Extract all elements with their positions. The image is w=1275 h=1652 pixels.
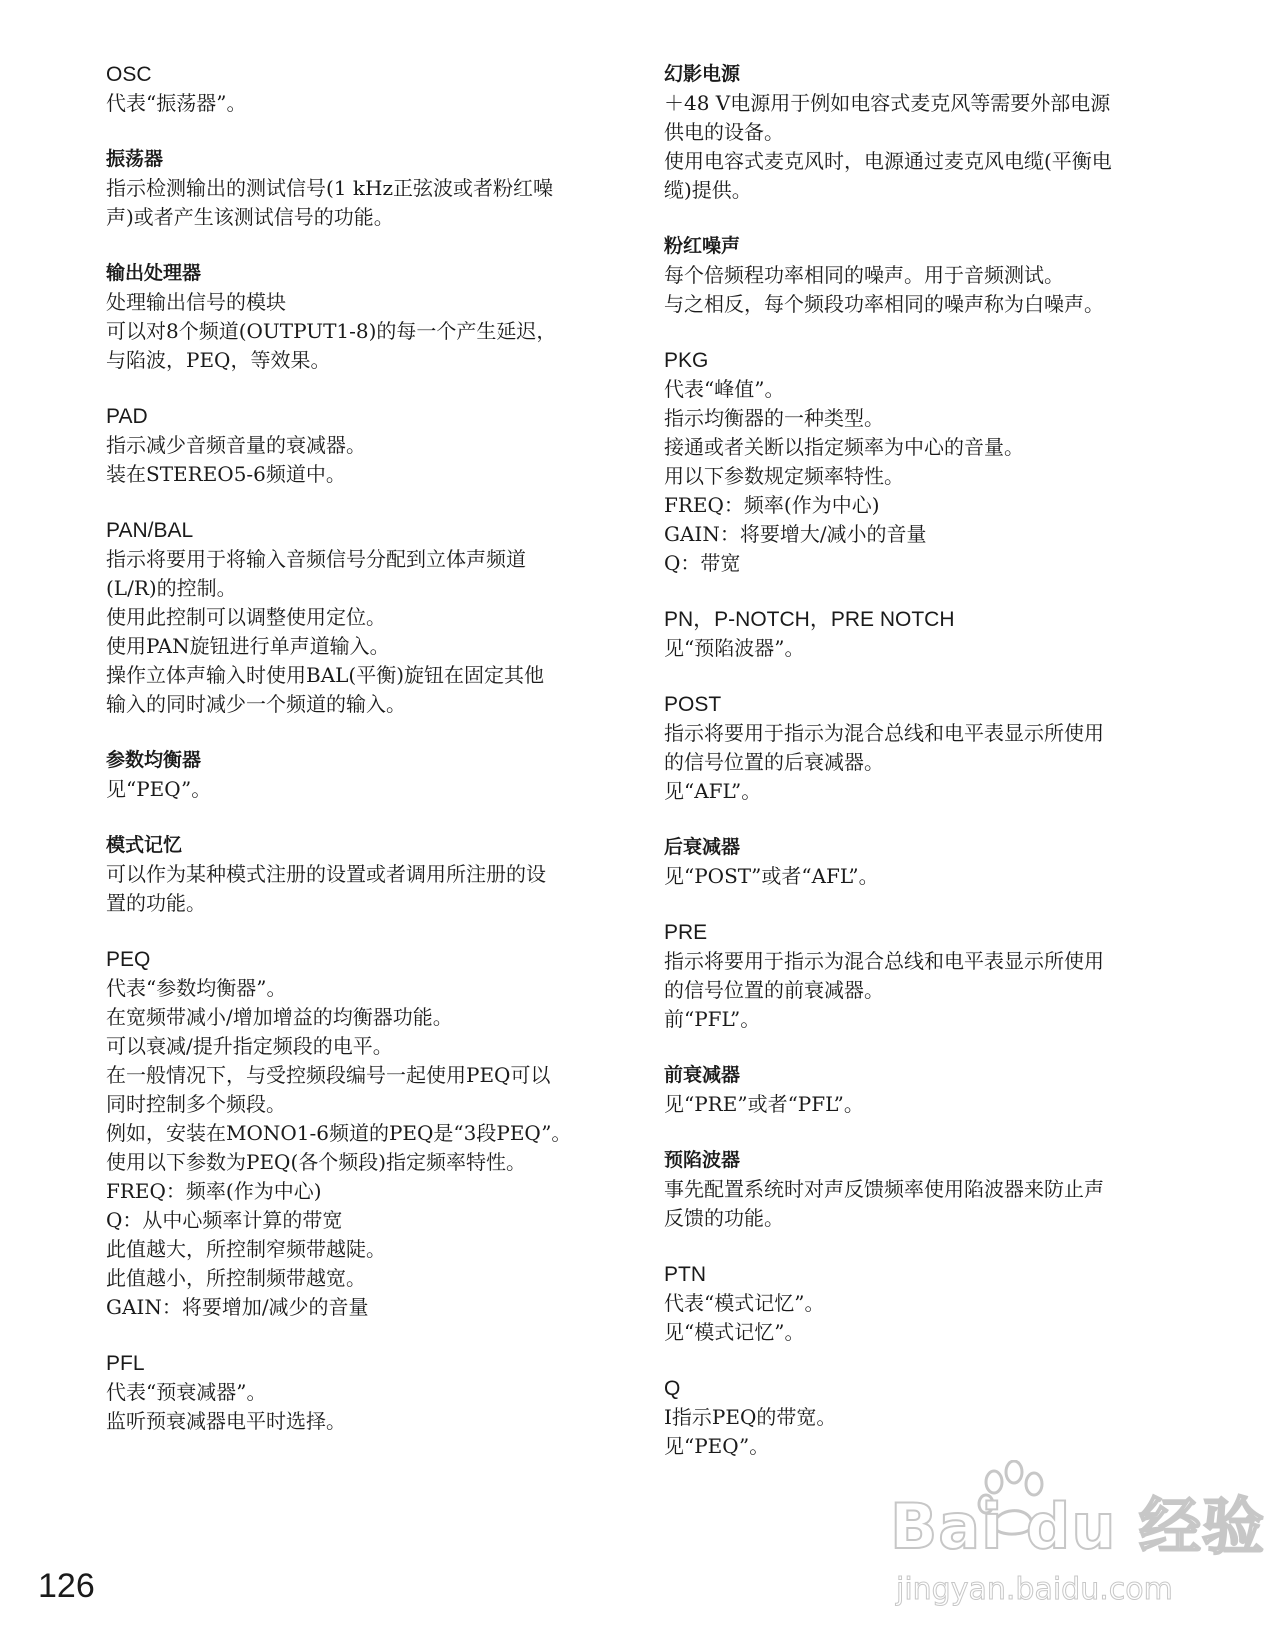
glossary-term: 预陷波器 — [664, 1149, 741, 1171]
definition-line: 接通或者关断以指定频率为中心的音量。 — [664, 435, 1024, 459]
glossary-entry — [664, 690, 1164, 806]
glossary-entry — [664, 60, 1164, 205]
definition-line: 代表“模式记忆”。 — [664, 1291, 825, 1315]
glossary-entry — [106, 516, 606, 719]
definition-line: (L/R)的控制。 — [106, 576, 237, 600]
glossary-term: POST — [664, 693, 722, 716]
definition-line: FREQ：频率(作为中心) — [106, 1179, 322, 1203]
definition-line: 代表“峰值”。 — [664, 377, 785, 401]
glossary-entry — [106, 402, 606, 489]
definition-line: 见“模式记忆”。 — [664, 1320, 805, 1344]
definition-line: 装在STEREO5-6频道中。 — [106, 462, 346, 486]
definition-line: 指示均衡器的一种类型。 — [664, 406, 884, 430]
definition-line: 用以下参数规定频率特性。 — [664, 464, 904, 488]
glossary-term: PAN/BAL — [106, 519, 194, 542]
glossary-term: PTN — [664, 1263, 706, 1286]
definition-line: 例如，安装在MONO1-6频道的PEQ是“3段PEQ”。 — [106, 1121, 572, 1145]
glossary-entry — [664, 918, 1164, 1034]
definition-line: 操作立体声输入时使用BAL(平衡)旋钮在固定其他 — [106, 663, 545, 687]
glossary-term: 模式记忆 — [106, 834, 183, 856]
definition-line: 事先配置系统时对声反馈频率使用陷波器来防止声 — [664, 1177, 1104, 1201]
definition-line: 代表“振荡器”。 — [106, 91, 247, 115]
definition-line: 的信号位置的后衰减器。 — [664, 750, 884, 774]
definition-line: 与之相反，每个频段功率相同的噪声称为白噪声。 — [664, 292, 1104, 316]
definition-line: 见“PEQ”。 — [664, 1434, 770, 1458]
definition-line: 指示将要用于指示为混合总线和电平表显示所使用 — [664, 949, 1104, 973]
definition-line: FREQ：频率(作为中心) — [664, 493, 880, 517]
definition-line: 同时控制多个频段。 — [106, 1092, 286, 1116]
definition-line: 监听预衰减器电平时选择。 — [106, 1409, 346, 1433]
definition-line: GAIN：将要增大/减小的音量 — [664, 522, 927, 546]
glossary-term: 粉红噪声 — [664, 235, 741, 257]
glossary-term: 输出处理器 — [106, 262, 202, 284]
definition-line: 每个倍频程功率相同的噪声。用于音频测试。 — [664, 263, 1064, 287]
definition-line: 使用电容式麦克风时，电源通过麦克风电缆(平衡电 — [664, 149, 1112, 173]
glossary-term: PFL — [106, 1352, 145, 1375]
definition-line: 可以对8个频道(OUTPUT1-8)的每一个产生延迟， — [106, 319, 557, 343]
page-number: 126 — [38, 1567, 95, 1605]
glossary-term: PEQ — [106, 948, 151, 971]
definition-line: 前“PFL”。 — [664, 1007, 761, 1031]
definition-line: 可以衰减/提升指定频段的电平。 — [106, 1034, 393, 1058]
glossary-term: PKG — [664, 349, 709, 372]
watermark-main-text: Bai du 经验 — [890, 1490, 1266, 1563]
definition-line: 使用以下参数为PEQ(各个频段)指定频率特性。 — [106, 1150, 527, 1174]
definition-line: 见“预陷波器”。 — [664, 636, 805, 660]
glossary-entry — [664, 346, 1164, 578]
glossary-term: 前衰减器 — [664, 1064, 741, 1086]
definition-line: 此值越小，所控制频带越宽。 — [106, 1266, 366, 1290]
definition-line: 指示将要用于指示为混合总线和电平表显示所使用 — [664, 721, 1104, 745]
definition-line: ＋48 V电源用于例如电容式麦克风等需要外部电源 — [664, 91, 1111, 115]
watermark-url-text: jingyan.baidu.com — [896, 1572, 1173, 1607]
glossary-entry — [664, 833, 1164, 891]
glossary-entry — [106, 945, 606, 1322]
glossary-entry — [664, 1374, 1164, 1461]
glossary-entry — [664, 605, 1164, 663]
definition-line: GAIN：将要增加/减少的音量 — [106, 1295, 369, 1319]
glossary-entry — [664, 1260, 1164, 1347]
definition-line: 使用PAN旋钮进行单声道输入。 — [106, 634, 390, 658]
glossary-left-column — [106, 60, 606, 1463]
definition-line: 缆)提供。 — [664, 178, 752, 202]
glossary-entry — [106, 831, 606, 918]
definition-line: 指示检测输出的测试信号(1 kHz正弦波或者粉红噪 — [106, 176, 553, 200]
glossary-entry — [664, 1061, 1164, 1119]
definition-line: 代表“参数均衡器”。 — [106, 976, 287, 1000]
definition-line: 与陷波，PEQ，等效果。 — [106, 348, 331, 372]
definition-line: 见“AFL”。 — [664, 779, 762, 803]
definition-line: 置的功能。 — [106, 891, 206, 915]
glossary-term: 后衰减器 — [664, 836, 741, 858]
definition-line: 使用此控制可以调整使用定位。 — [106, 605, 386, 629]
glossary-entry — [106, 746, 606, 804]
glossary-term: 幻影电源 — [664, 63, 741, 85]
definition-line: 见“PRE”或者“PFL”。 — [664, 1092, 864, 1116]
definition-line: 供电的设备。 — [664, 120, 784, 144]
glossary-term: PRE — [664, 921, 708, 944]
glossary-entry — [664, 232, 1164, 319]
definition-line: 输入的同时减少一个频道的输入。 — [106, 692, 406, 716]
glossary-term: 振荡器 — [106, 148, 164, 170]
definition-line: 在宽频带减小/增加增益的均衡器功能。 — [106, 1005, 453, 1029]
definition-line: 反馈的功能。 — [664, 1206, 784, 1230]
definition-line: 声)或者产生该测试信号的功能。 — [106, 205, 394, 229]
glossary-term: OSC — [106, 63, 152, 86]
glossary-entry — [106, 259, 606, 375]
definition-line: 见“POST”或者“AFL”。 — [664, 864, 879, 888]
baidu-watermark — [890, 1460, 1266, 1620]
glossary-right-column — [664, 60, 1164, 1488]
definition-line: 此值越大，所控制窄频带越陡。 — [106, 1237, 386, 1261]
glossary-term: PAD — [106, 405, 148, 428]
glossary-entry — [106, 145, 606, 232]
definition-line: 可以作为某种模式注册的设置或者调用所注册的设 — [106, 862, 546, 886]
definition-line: 指示将要用于将输入音频信号分配到立体声频道 — [106, 547, 526, 571]
glossary-term: PN，P-NOTCH，PRE NOTCH — [664, 608, 955, 631]
definition-line: 指示减少音频音量的衰减器。 — [106, 433, 366, 457]
glossary-entry — [106, 1349, 606, 1436]
glossary-entry — [106, 60, 606, 118]
glossary-entry — [664, 1146, 1164, 1233]
definition-line: I指示PEQ的带宽。 — [664, 1405, 837, 1429]
definition-line: 的信号位置的前衰减器。 — [664, 978, 884, 1002]
definition-line: 处理输出信号的模块 — [106, 290, 286, 314]
glossary-term: 参数均衡器 — [106, 749, 202, 771]
definition-line: 代表“预衰减器”。 — [106, 1380, 267, 1404]
definition-line: 见“PEQ”。 — [106, 777, 212, 801]
glossary-term: Q — [664, 1377, 681, 1400]
definition-line: 在一般情况下，与受控频段编号一起使用PEQ可以 — [106, 1063, 551, 1087]
definition-line: Q：带宽 — [664, 551, 741, 575]
definition-line: Q：从中心频率计算的带宽 — [106, 1208, 343, 1232]
